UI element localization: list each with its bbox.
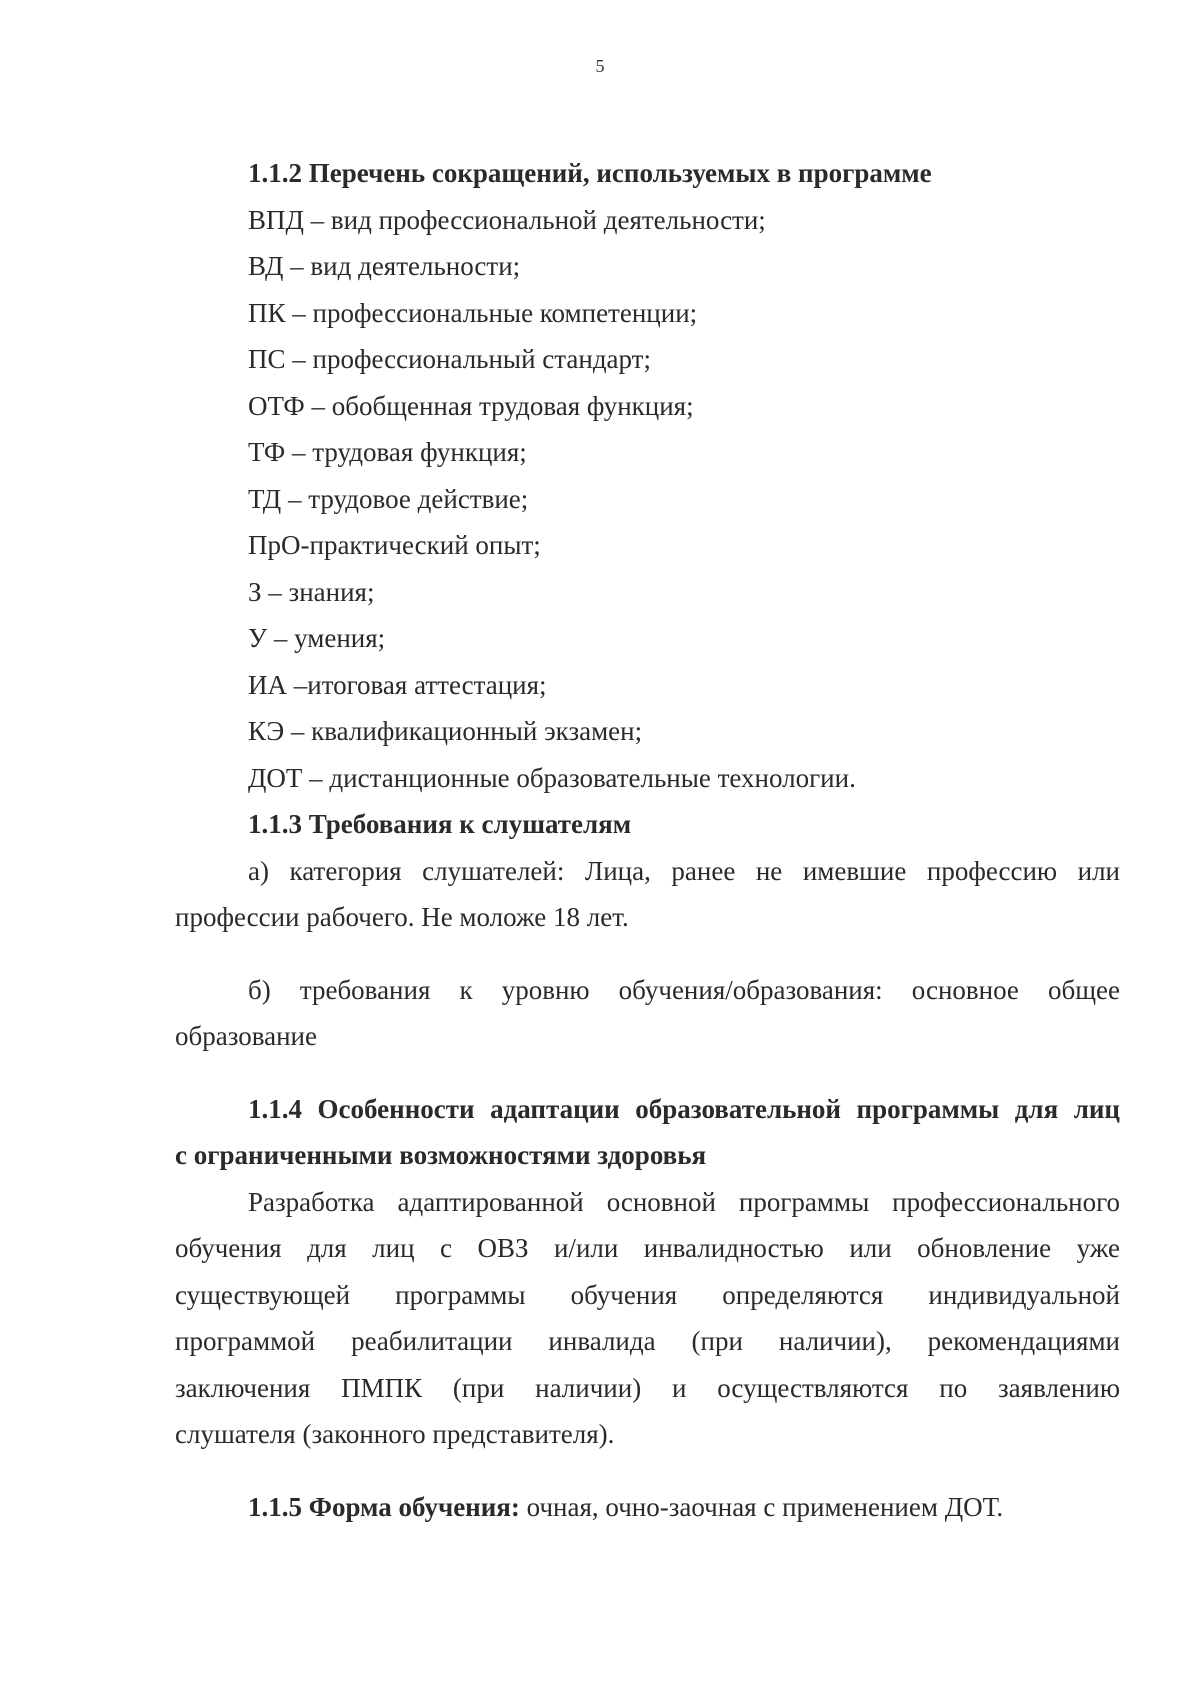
paragraph-line: слушателя (законного представителя). [175, 1419, 615, 1449]
abbreviation-item: З – знания; [248, 576, 375, 607]
paragraph-b-line: образование [175, 1021, 317, 1051]
paragraph-line: заключения ПМПК (при наличии) и осуществляются по заявлению [175, 1372, 1120, 1403]
section-heading: 1.1.3 Требования к слушателям [248, 809, 632, 839]
paragraph-line: существующей программы обучения определяются индивидуальной [175, 1279, 1120, 1310]
abbreviation-item: ОТФ – обобщенная трудовая функция; [248, 390, 694, 421]
paragraph-a-line: а) категория слушателей: Лица, ранее не имевшие профессию или [248, 855, 1120, 886]
abbreviation-item: ПрО-практический опыт; [248, 530, 541, 560]
abbreviation-item: У – умения; [248, 623, 386, 653]
section-1-1-4 [175, 1086, 1120, 1458]
abbreviation-item: КЭ – квалификационный экзамен; [248, 716, 643, 746]
section-1-1-3 [175, 801, 1120, 1060]
paragraph-a-line: профессии рабочего. Не моложе 18 лет. [175, 902, 629, 932]
document-body [175, 150, 1120, 1530]
section-heading: 1.1.5 Форма обучения: [248, 1491, 520, 1522]
page-number: 5 [595, 56, 605, 76]
paragraph-line: программой реабилитации инвалида (при наличии), рекомендациями [175, 1326, 1120, 1356]
abbreviation-item: ТД – трудовое действие; [248, 483, 529, 514]
paragraph-line: обучения для лиц с ОВЗ и/или инвалидностью или обновление уже [175, 1233, 1120, 1263]
abbreviation-item: ВПД – вид профессиональной деятельности; [248, 204, 766, 235]
paragraph-line: Разработка адаптированной основной программы профессионального [248, 1186, 1120, 1217]
abbreviation-item: ТФ – трудовая функция; [248, 437, 527, 467]
section-heading: с ограниченными возможностями здоровья [175, 1140, 707, 1170]
section-text: очная, очно-заочная с применением ДОТ. [519, 1491, 1004, 1522]
section-1-1-2 [175, 150, 1120, 801]
abbreviation-item: ИА –итоговая аттестация; [248, 669, 547, 700]
abbreviation-item: ДОТ – дистанционные образовательные технологии. [248, 762, 856, 793]
section-heading: 1.1.2 Перечень сокращений, используемых в программе [248, 158, 932, 188]
abbreviation-item: ПК – профессиональные компетенции; [248, 297, 698, 328]
paragraph-b-line: б) требования к уровню обучения/образования: основное общее [248, 974, 1120, 1005]
abbreviation-item: ПС – профессиональный стандарт; [248, 344, 651, 374]
section-heading: 1.1.4 Особенности адаптации образовательной программы для лиц [248, 1093, 1120, 1124]
section-1-1-5 [175, 1484, 1120, 1531]
abbreviation-item: ВД – вид деятельности; [248, 251, 521, 281]
